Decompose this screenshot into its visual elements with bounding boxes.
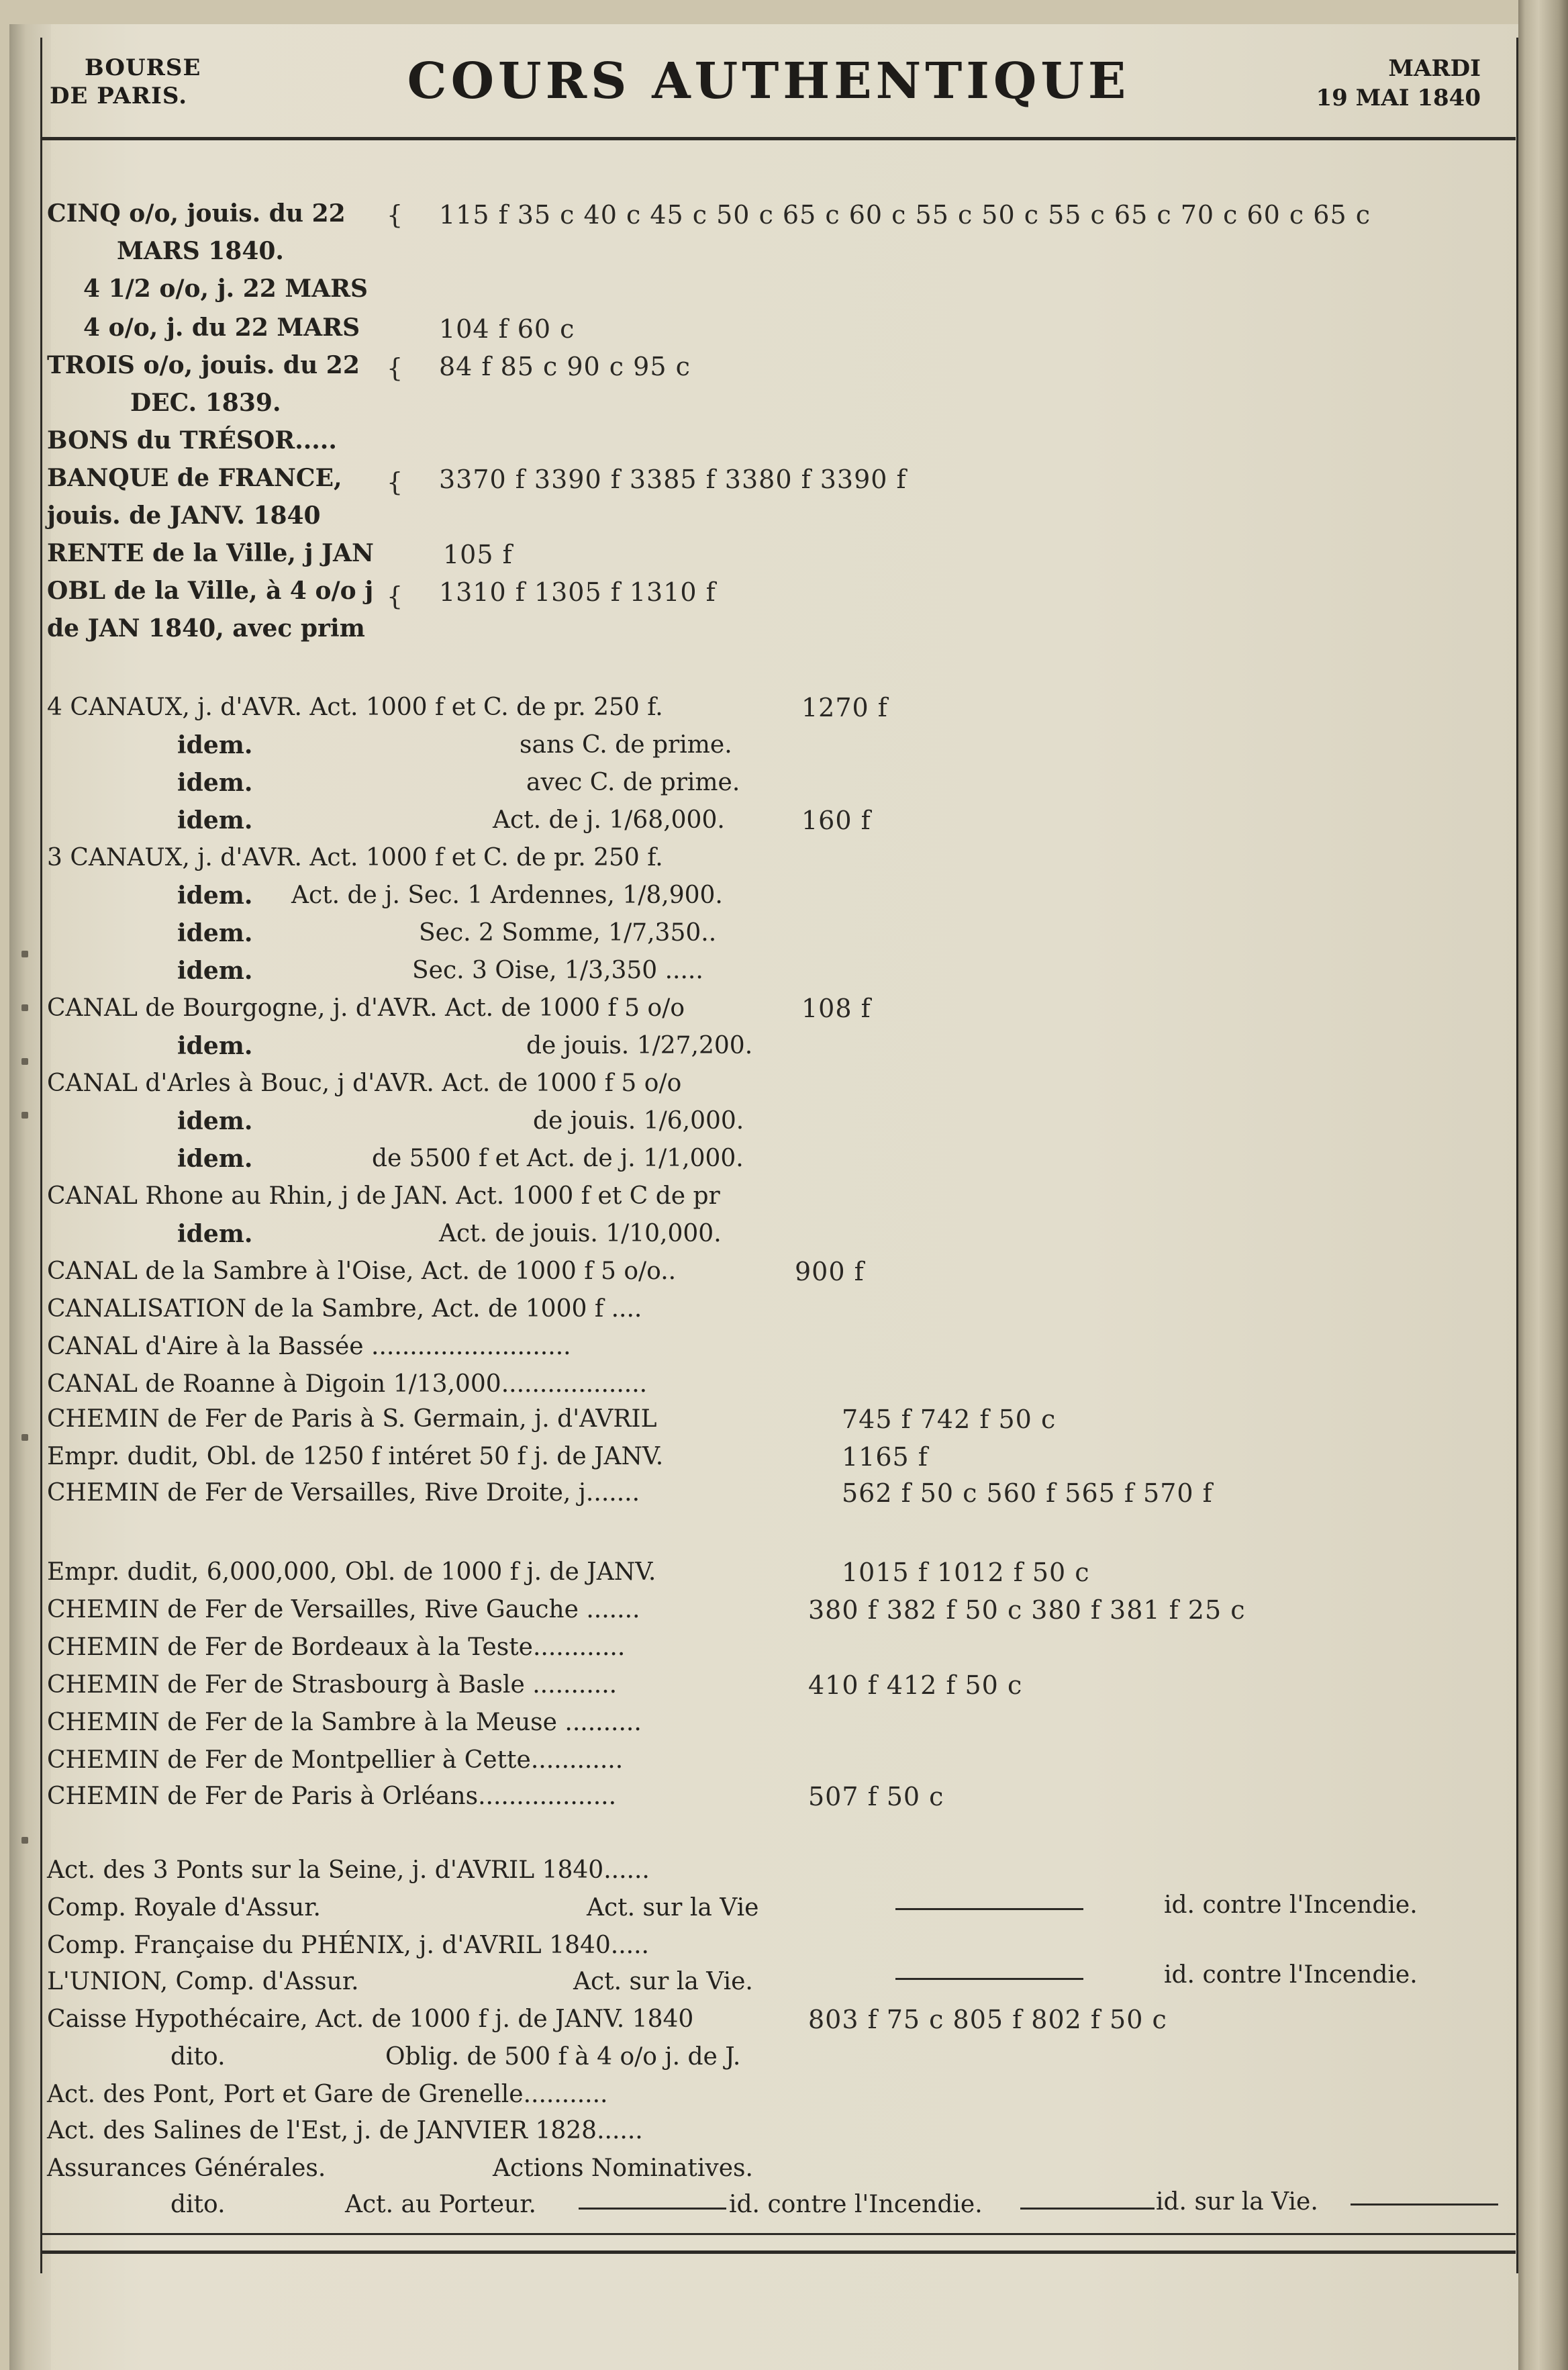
canaux-row-label: CANAL de la Sambre à l'Oise, Act. de 1000 f 5 o/o.. [47,1258,677,1285]
canaux-row-label: CANAL de Bourgogne, j. d'AVR. Act. de 1000 f 5 o/o [47,994,685,1022]
brace-icon: { [387,581,403,611]
rente-quatre-label: 4 o/o, j. du 22 MARS [83,314,360,342]
canaux-row-prices: 160 f [801,806,871,835]
canaux-row-sub: Sec. 3 Oise, 1/3,350 ..... [412,957,703,984]
last-vie-label: id. sur la Vie. [1156,2188,1318,2216]
rente-quatre-demi-label: 4 1/2 o/o, j. 22 MARS [83,275,369,303]
canaux-row-label: idem. [177,1032,253,1060]
rente-ville-prices: 105 f [443,540,513,569]
stitch-mark [21,1434,28,1441]
royale-row-label: Comp. Royale d'Assur. [47,1894,321,1922]
canaux-row-sub: Act. de jouis. 1/10,000. [439,1220,722,1247]
canaux-row-sub: Act. de j. Sec. 1 Ardennes, 1/8,900. [291,882,723,909]
stitch-mark [21,1837,28,1844]
obl-ville-label-2: de JAN 1840, avec prim [47,614,365,643]
canaux-row-prices: 108 f [801,994,871,1023]
chemin-row-prices: 1165 f [842,1442,928,1472]
blank-price-line [579,2208,726,2210]
rente-cinq-label-2: MARS 1840. [117,237,284,265]
stitch-mark [21,1112,28,1119]
rente-trois-label-2: DEC. 1839. [130,389,281,417]
bons-tresor-label: BONS du TRÉSOR..... [47,426,337,455]
canaux-row-sub: de 5500 f et Act. de j. 1/1,000. [372,1145,744,1172]
stitch-mark [21,1058,28,1065]
rente-quatre-prices: 104 f 60 c [439,314,575,344]
blank-price-line [895,1978,1083,1980]
brace-icon: { [387,467,403,497]
canaux-row-label: idem. [177,919,253,947]
brace-icon: { [387,200,403,230]
date-block [1316,54,1481,113]
brace-icon: { [387,353,403,383]
canaux-row-sub: Act. de j. 1/68,000. [493,806,725,834]
caisse-row-prices: 803 f 75 c 805 f 802 f 50 c [808,2005,1167,2034]
chemin-row-prices: 410 f 412 f 50 c [808,1670,1023,1700]
chemin-row-label: CHEMIN de Fer de Paris à Orléans.................. [47,1783,617,1810]
ponts-row: Act. des 3 Ponts sur la Seine, j. d'AVRIL 1840...... [47,1856,650,1884]
canaux-row-label: idem. [177,1107,253,1135]
rente-cinq-prices: 115 f 35 c 40 c 45 c 50 c 65 c 60 c 55 c 50 c 55 c 65 c 70 c 60 c 65 c [439,200,1371,230]
footer-rule [42,2233,1516,2235]
canaux-row-label: 3 CANAUX, j. d'AVR. Act. 1000 f et C. de pr. 250 f. [47,844,663,871]
stitch-mark [21,951,28,957]
canaux-row-label: idem. [177,882,253,910]
rente-cinq-label: CINQ o/o, jouis. du 22 [47,199,346,228]
page-title: COURS AUTHENTIQUE [407,52,1130,110]
canaux-row-prices: 900 f [795,1257,865,1286]
chemin-row-label: CHEMIN de Fer de Versailles, Rive Droite, j....... [47,1479,640,1507]
canaux-row-label: CANALISATION de la Sambre, Act. de 1000 f .... [47,1295,642,1323]
canaux-row-label: idem. [177,957,253,985]
chemin-row-prices: 1015 f 1012 f 50 c [842,1558,1090,1587]
last-dito-label: dito. [170,2191,226,2218]
rente-ville-label: RENTE de la Ville, j JAN [47,539,374,567]
stitch-mark [21,1004,28,1011]
dito-row-oblig: Oblig. de 500 f à 4 o/o j. de J. [385,2043,741,2071]
de-paris-word: DE PARIS. [50,83,188,109]
union-row-vie: Act. sur la Vie. [573,1968,753,1995]
canaux-row-label: 4 CANAUX, j. d'AVR. Act. 1000 f et C. de pr. 250 f. [47,694,663,721]
page-edge [1518,0,1568,2370]
chemin-row-label: Empr. dudit, Obl. de 1250 f intéret 50 f j. de JANV. [47,1443,664,1470]
canaux-row-sub: sans C. de prime. [520,731,732,759]
chemin-row-label: CHEMIN de Fer de Bordeaux à la Teste............ [47,1633,626,1661]
chemin-row-label: CHEMIN de Fer de Strasbourg à Basle ........... [47,1671,618,1699]
assurances-row-label: Assurances Générales. [47,2154,326,2182]
canaux-row-label: CANAL Rhone au Rhin, j de JAN. Act. 1000 f et C de pr [47,1182,720,1210]
bourse-word: BOURSE [85,54,201,81]
banque-france-label: BANQUE de FRANCE, [47,464,342,492]
chemin-row-label: CHEMIN de Fer de Versailles, Rive Gauche ....... [47,1596,640,1623]
canaux-row-label: CANAL de Roanne à Digoin 1/13,000................... [47,1370,648,1398]
canaux-row-sub: de jouis. 1/6,000. [533,1107,744,1135]
canaux-row-label: idem. [177,1145,253,1173]
blank-price-line [895,1908,1083,1910]
canaux-row-label: idem. [177,731,253,759]
chemin-row-label: Empr. dudit, 6,000,000, Obl. de 1000 f j. de JANV. [47,1558,656,1586]
canaux-row-label: CANAL d'Aire à la Bassée .......................... [47,1333,571,1360]
caisse-row-label: Caisse Hypothécaire, Act. de 1000 f j. de JANV. 1840 [47,2005,694,2033]
blank-price-line [1020,2208,1155,2210]
last-incendie-label: id. contre l'Incendie. [729,2191,983,2218]
footer-rule-thick [42,2250,1516,2254]
chemin-row-label: CHEMIN de Fer de la Sambre à la Meuse .......... [47,1709,642,1736]
ledger-page [9,24,1528,2370]
day-label: MARDI [1388,55,1481,82]
canaux-row-sub: de jouis. 1/27,200. [526,1032,753,1059]
chemin-row-label: CHEMIN de Fer de Paris à S. Germain, j. d'AVRIL [47,1405,657,1433]
banque-france-label-2: jouis. de JANV. 1840 [47,502,321,530]
phenix-row: Comp. Française du PHÉNIX, j. d'AVRIL 1840..... [47,1932,649,1959]
obl-ville-prices: 1310 f 1305 f 1310 f [439,577,716,607]
assurances-row-nominatives: Actions Nominatives. [493,2154,753,2182]
canaux-row-label: idem. [177,806,253,835]
dito-row-label: dito. [170,2043,226,2071]
canaux-row-sub: Sec. 2 Somme, 1/7,350.. [419,919,717,947]
canaux-row-prices: 1270 f [801,693,888,722]
obl-ville-label: OBL de la Ville, à 4 o/o j [47,577,374,605]
canaux-row-label: idem. [177,1220,253,1248]
banque-france-prices: 3370 f 3390 f 3385 f 3380 f 3390 f [439,465,907,494]
royale-row-incendie: id. contre l'Incendie. [1164,1891,1418,1919]
blank-price-line [1351,2203,1498,2206]
rente-trois-prices: 84 f 85 c 90 c 95 c [439,352,691,381]
date-label: 19 MAI 1840 [1316,85,1481,111]
rente-trois-label: TROIS o/o, jouis. du 22 [47,351,360,379]
grenelle-row: Act. des Pont, Port et Gare de Grenelle........... [47,2081,608,2108]
chemin-row-prices: 507 f 50 c [808,1782,944,1811]
last-porteur-label: Act. au Porteur. [345,2191,536,2218]
header-rule [42,137,1516,140]
union-row-incendie: id. contre l'Incendie. [1164,1961,1418,1989]
canaux-row-label: CANAL d'Arles à Bouc, j d'AVR. Act. de 1000 f 5 o/o [47,1070,682,1097]
royale-row-vie: Act. sur la Vie [587,1894,759,1922]
chemin-row-label: CHEMIN de Fer de Montpellier à Cette............ [47,1746,624,1774]
canaux-row-sub: avec C. de prime. [526,769,740,796]
chemin-row-prices: 745 f 742 f 50 c [842,1405,1057,1434]
chemin-row-prices: 562 f 50 c 560 f 565 f 570 f [842,1478,1213,1508]
chemin-row-prices: 380 f 382 f 50 c 380 f 381 f 25 c [808,1595,1246,1625]
canaux-row-label: idem. [177,769,253,797]
union-row-label: L'UNION, Comp. d'Assur. [47,1968,359,1995]
salines-row: Act. des Salines de l'Est, j. de JANVIER 1828...... [47,2117,643,2144]
